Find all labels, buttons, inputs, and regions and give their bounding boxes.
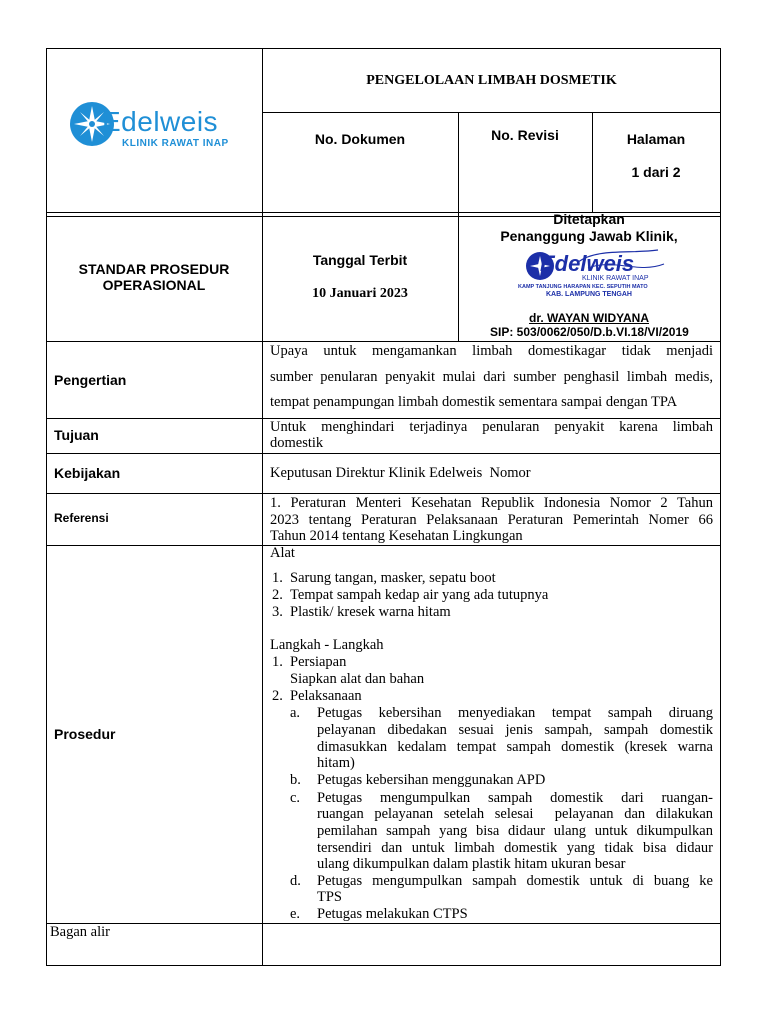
sop-title-line1: STANDAR PROSEDUR [78, 261, 230, 277]
step-c-line-4: tersendiri dan untuk limbah domestik yang tidak bisa didaur [317, 840, 713, 856]
persiapan-detail: Siapkan alat dan bahan [290, 671, 425, 687]
langkah-number-1: 1. [272, 654, 283, 670]
pengertian-label: Pengertian [54, 372, 127, 388]
step-c-line-3: pemilahan sampah yang bisa didaur ulang untuk dikumpulkan [317, 823, 713, 839]
logo-brand: Edelweis [102, 106, 219, 137]
pengertian-line-1: Upaya untuk mengamankan limbah domestikagar tidak menjadi [270, 343, 713, 359]
alat-number-3: 3. [272, 604, 283, 620]
step-d-marker: d. [290, 873, 301, 889]
referensi-line-1: 1. Peraturan Menteri Kesehatan Republik Indonesia Nomor 2 Tahun [270, 495, 713, 511]
penanggung-jawab-label: Penanggung Jawab Klinik, [500, 228, 678, 244]
persiapan-label: Persiapan [290, 654, 347, 670]
step-b-line-1: Petugas kebersihan menggunakan APD [317, 772, 546, 788]
pengertian-line-2: sumber penularan penyakit mulai dari sumber penghasil limbah medis, [270, 369, 713, 385]
step-a-line-4: hitam) [317, 755, 355, 771]
step-c-line-1: Petugas mengumpulkan sampah domestik dari ruangan- [317, 790, 713, 806]
step-d-line-1: Petugas mengumpulkan sampah domestik untuk di buang ke [317, 873, 713, 889]
step-a-line-3: dimasukkan kedalam tempat sampah domestik (kresek warna [317, 739, 713, 755]
step-a-marker: a. [290, 705, 301, 721]
pelaksanaan-label: Pelaksanaan [290, 688, 362, 704]
tujuan-line-2: domestik [270, 435, 324, 451]
stamp-brand: Edelweis [540, 251, 635, 276]
kebijakan-text: Keputusan Direktur Klinik Edelweis Nomor [270, 465, 531, 481]
tujuan-label: Tujuan [54, 427, 99, 443]
step-b-marker: b. [290, 772, 301, 788]
alat-item-3: Plastik/ kresek warna hitam [290, 604, 451, 620]
halaman-value: 1 dari 2 [631, 164, 681, 180]
tujuan-line-1: Untuk menghindari terjadinya penularan penyakit karena limbah [270, 419, 713, 435]
kebijakan-label: Kebijakan [54, 465, 121, 481]
tanggal-terbit-value: 10 Januari 2023 [312, 286, 408, 301]
alat-number-2: 2. [272, 587, 283, 603]
stamp-address-2: KAB. LAMPUNG TENGAH [546, 291, 632, 298]
step-c-marker: c. [290, 790, 301, 806]
clinic-stamp [518, 244, 668, 302]
referensi-label: Referensi [54, 511, 109, 525]
step-a-line-1: Petugas kebersihan menyediakan tempat sampah diruang [317, 705, 713, 721]
referensi-line-3: Tahun 2014 tentang Kesehatan Lingkungan [270, 528, 523, 544]
alat-item-1: Sarung tangan, masker, sepatu boot [290, 570, 496, 586]
step-c-line-5: ulang dikumpulkan dalam plastik hitam ukuran besar [317, 856, 626, 872]
logo-subtitle: KLINIK RAWAT INAP [122, 138, 229, 149]
alat-item-2: Tempat sampah kedap air yang ada tutupnya [290, 587, 549, 603]
document-title: PENGELOLAAN LIMBAH DOSMETIK [366, 73, 617, 88]
alat-number-1: 1. [272, 570, 283, 586]
langkah-number-2: 2. [272, 688, 283, 704]
ditetapkan-label: Ditetapkan [553, 211, 625, 227]
pengertian-line-3: tempat penampungan limbah domestik sementara sampai dengan TPA [270, 394, 678, 410]
step-e-marker: e. [290, 906, 301, 922]
stamp-address-1: KAMP TANJUNG HARAPAN KEC. SEPUTIH MATO [518, 284, 648, 290]
prosedur-label: Prosedur [54, 726, 116, 742]
alat-title: Alat [270, 545, 295, 561]
referensi-line-2: 2023 tentang Peraturan Pelaksanaan Peraturan Pemerintah Nomer 66 [270, 512, 713, 528]
bagan-alir-label: Bagan alir [50, 924, 110, 940]
halaman-label: Halaman [626, 131, 686, 147]
langkah-title: Langkah - Langkah [270, 637, 384, 653]
sop-title-line2: OPERASIONAL [102, 277, 206, 293]
stamp-subtitle: KLINIK RAWAT INAP [582, 275, 649, 282]
sip-number: SIP: 503/0062/050/D.b.VI.18/VI/2019 [490, 325, 689, 339]
no-dokumen-label: No. Dokumen [314, 131, 406, 147]
doctor-name: dr. WAYAN WIDYANA [528, 311, 650, 325]
step-c-line-2: ruangan pelayanan setelah selesai pelayanan dan dilakukan [317, 806, 713, 822]
step-e-line-1: Petugas melakukan CTPS [317, 906, 468, 922]
clinic-logo [66, 92, 241, 154]
tanggal-terbit-label: Tanggal Terbit [312, 252, 408, 268]
step-d-line-2: TPS [317, 889, 342, 905]
step-a-line-2: pelayanan dibedakan sesuai jenis sampah, sampah domestik [317, 722, 713, 738]
no-revisi-label: No. Revisi [491, 127, 559, 143]
